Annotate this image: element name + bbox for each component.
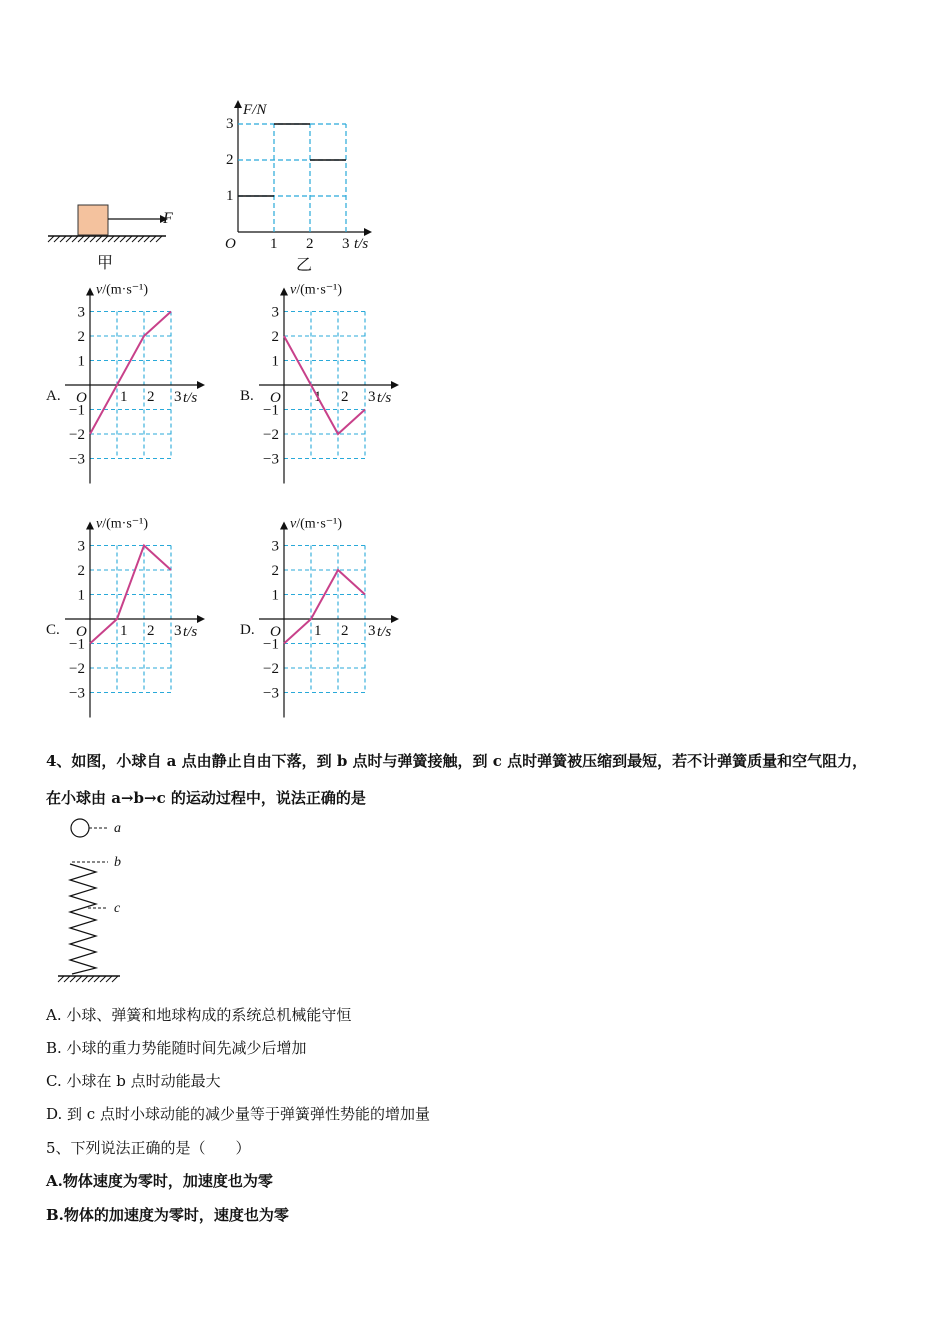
hatch-mark (100, 976, 106, 982)
x-axis-label: t/s (183, 624, 198, 640)
option-label: C. (46, 622, 60, 638)
hatch-mark (64, 976, 70, 982)
origin-label: O (76, 624, 87, 640)
q4-option-c[interactable]: C. 小球在 b 点时动能最大 (46, 1072, 221, 1090)
q4-option-a[interactable]: A. 小球、弹簧和地球构成的系统总机械能守恒 (46, 1006, 352, 1024)
y-axis-label-unit: /(m·s⁻¹) (102, 282, 149, 298)
x-tick-label: 3 (174, 389, 182, 405)
y-tick-label: −1 (263, 402, 279, 419)
y-tick-label: 2 (271, 563, 279, 579)
origin-label: O (76, 390, 87, 406)
hatch-mark (76, 976, 82, 982)
level-b-label: b (114, 855, 121, 870)
y-tick-label: −2 (263, 427, 279, 443)
y-tick-label: 1 (271, 353, 279, 370)
y-tick-label: 1 (271, 587, 279, 604)
x-tick-label: 3 (174, 623, 182, 639)
y-axis-label-symbol: v (96, 516, 103, 532)
y-axis-label-unit: /(m·s⁻¹) (296, 282, 343, 298)
y-axis-label-symbol: v (290, 282, 297, 298)
x-tick-label: 3 (368, 389, 376, 405)
ft-x-axis-label: t/s (354, 236, 369, 252)
y-tick-label: 3 (77, 538, 85, 555)
level-a-label: a (114, 821, 121, 836)
y-tick-label: −2 (263, 661, 279, 677)
spring-base-hatching (58, 976, 118, 982)
option-label: B. (240, 388, 254, 404)
ft-y-tick: 1 (226, 188, 234, 204)
y-axis-label-symbol: v (96, 282, 103, 298)
y-tick-label: −2 (69, 661, 85, 677)
hatch-mark (106, 976, 112, 982)
y-tick-label: −3 (69, 451, 85, 468)
ft-y-axis-label: F/N (243, 102, 267, 118)
ft-y-tick: 2 (226, 152, 234, 168)
q5-option-a[interactable]: A.物体速度为零时，加速度也为零 (46, 1172, 273, 1190)
y-axis-label-unit: /(m·s⁻¹) (102, 516, 149, 532)
ft-y-tick: 3 (226, 116, 234, 132)
hatch-mark (82, 976, 88, 982)
x-tick-label: 2 (147, 389, 155, 405)
y-tick-label: 1 (77, 587, 85, 604)
q4-option-d[interactable]: D. 到 c 点时小球动能的减少量等于弹簧弹性势能的增加量 (46, 1105, 430, 1123)
spring (70, 864, 96, 974)
y-tick-label: 3 (271, 304, 279, 321)
x-axis-label: t/s (183, 390, 198, 406)
origin-label: O (270, 390, 281, 406)
x-axis-label: t/s (377, 624, 392, 640)
origin-label: O (270, 624, 281, 640)
x-tick-label: 1 (120, 623, 128, 639)
hatch-mark (112, 976, 118, 982)
hatch-mark (88, 976, 94, 982)
ball (71, 819, 89, 837)
x-tick-label: 1 (314, 389, 322, 405)
y-axis-label-unit: /(m·s⁻¹) (296, 516, 343, 532)
level-c-label: c (114, 901, 121, 916)
hatch-mark (58, 976, 64, 982)
y-tick-label: −1 (263, 636, 279, 653)
option-label: A. (46, 388, 61, 404)
x-axis-label: t/s (377, 390, 392, 406)
x-tick-label: 2 (341, 389, 349, 405)
y-tick-label: 3 (77, 304, 85, 321)
q5-option-b[interactable]: B.物体的加速度为零时，速度也为零 (46, 1206, 289, 1224)
x-tick-label: 2 (147, 623, 155, 639)
y-tick-label: 3 (271, 538, 279, 555)
ft-x-tick: 3 (342, 236, 350, 252)
question-5-stem: 5、下列说法正确的是（ ） (46, 1139, 251, 1157)
force-label: F (163, 210, 173, 227)
y-tick-label: 2 (77, 563, 85, 579)
y-tick-label: −3 (263, 685, 279, 702)
x-tick-label: 1 (120, 389, 128, 405)
ft-origin: O (225, 236, 236, 252)
y-tick-label: −1 (69, 402, 85, 419)
y-tick-label: −1 (69, 636, 85, 653)
question-4-line-2: 在小球由 a→b→c 的运动过程中，说法正确的是 (46, 789, 366, 807)
question-4-line-1: 4、如图，小球自 a 点由静止自由下落，到 b 点时与弹簧接触，到 c 点时弹簧被压缩到最短，若不计弹簧质量和空气阻力， (46, 752, 868, 770)
y-tick-label: 1 (77, 353, 85, 370)
ft-x-tick: 1 (270, 236, 278, 252)
ft-x-tick: 2 (306, 236, 314, 252)
hatch-mark (94, 976, 100, 982)
q4-option-b[interactable]: B. 小球的重力势能随时间先减少后增加 (46, 1039, 307, 1057)
hatch-mark (70, 976, 76, 982)
block-caption: 甲 (97, 255, 114, 272)
y-tick-label: 2 (77, 329, 85, 345)
y-tick-label: −3 (263, 451, 279, 468)
y-tick-label: 2 (271, 329, 279, 345)
y-tick-label: −3 (69, 685, 85, 702)
x-tick-label: 3 (368, 623, 376, 639)
x-tick-label: 1 (314, 623, 322, 639)
y-axis-label-symbol: v (290, 516, 297, 532)
x-tick-label: 2 (341, 623, 349, 639)
y-tick-label: −2 (69, 427, 85, 443)
option-label: D. (240, 622, 255, 638)
graph-caption: 乙 (296, 257, 313, 274)
